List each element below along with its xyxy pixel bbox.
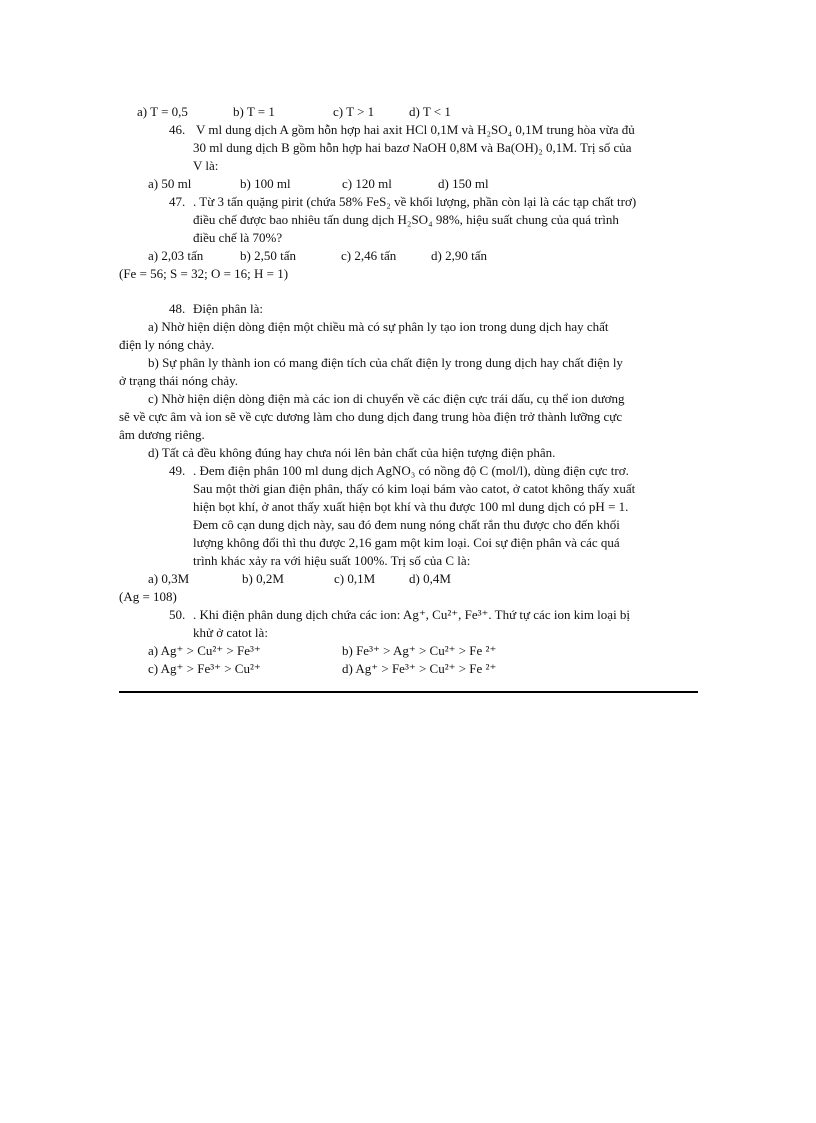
q46-option-a: a) 50 ml (148, 176, 192, 191)
q48-number: 48. (169, 301, 186, 316)
q50-line-1: . Khi điện phân dung dịch chứa các ion: Ag⁺, Cu²⁺, Fe³⁺. Thứ tự các ion kim loại bị (193, 607, 631, 622)
q45-option-b: b) T = 1 (233, 104, 275, 119)
q46-line-1: V ml dung dịch A gồm hỗn hợp hai axit HCl 0,1M và H₂SO₄ 0,1M trung hòa vừa đủ (196, 122, 635, 137)
q47-line-3: điều chế là 70%? (193, 230, 283, 245)
q50-option-d: d) Ag⁺ > Fe³⁺ > Cu²⁺ > Fe ²⁺ (342, 661, 497, 676)
q48-option-b-line-1: b) Sự phân ly thành ion có mang điện tích của chất điện ly trong dung dịch hay chất điện ly (148, 355, 623, 370)
q48-option-b-line-2: ở trạng thái nóng chảy. (119, 373, 239, 388)
q46-line-2: 30 ml dung dịch B gồm hỗn hợp hai bazơ NaOH 0,8M và Ba(OH)₂ 0,1M. Trị số của (193, 140, 632, 155)
q49-line-3: hiện bọt khí, ở anot thấy xuất hiện bọt khí và thu được 100 ml dung dịch có pH = 1. (193, 499, 629, 514)
q49-option-d: d) 0,4M (409, 571, 451, 586)
q49-option-c: c) 0,1M (334, 571, 376, 586)
q45-option-d: d) T < 1 (409, 104, 451, 119)
q47-number: 47. (169, 194, 186, 209)
q50-option-c: c) Ag⁺ > Fe³⁺ > Cu²⁺ (148, 661, 261, 676)
q49-line-2: Sau một thời gian điện phân, thấy có kim loại bám vào catot, ở catot không thấy xuất (193, 481, 636, 496)
q47-option-d: d) 2,90 tấn (431, 248, 487, 263)
q48-stem: Điện phân là: (193, 301, 264, 316)
q49-line-6: trình khác xảy ra với hiệu suất 100%. Trị số của C là: (193, 553, 471, 568)
q46-option-d: d) 150 ml (438, 176, 489, 191)
q49-option-a: a) 0,3M (148, 571, 190, 586)
section-divider (119, 691, 698, 693)
q50-option-b: b) Fe³⁺ > Ag⁺ > Cu²⁺ > Fe ²⁺ (342, 643, 497, 658)
q50-option-a: a) Ag⁺ > Cu²⁺ > Fe³⁺ (148, 643, 261, 658)
q45-option-a: a) T = 0,5 (137, 104, 188, 119)
q47-option-b: b) 2,50 tấn (240, 248, 296, 263)
q46-number: 46. (169, 122, 186, 137)
q49-line-5: lượng không đổi thì thu được 2,16 gam một kim loại. Coi sự điện phân và các quá (193, 535, 620, 550)
q50-line-2: khử ở catot là: (193, 625, 268, 640)
q45-option-c: c) T > 1 (333, 104, 375, 119)
q47-option-a: a) 2,03 tấn (148, 248, 204, 263)
q49-number: 49. (169, 463, 186, 478)
q47-option-c: c) 2,46 tấn (341, 248, 397, 263)
q46-option-b: b) 100 ml (240, 176, 291, 191)
q48-option-c-line-2: sẽ về cực âm và ion sẽ về cực dương làm cho dung dịch đang trung hòa điện trở thành lưỡng cực (119, 409, 623, 424)
q48-option-a-line-2: điện ly nóng chảy. (119, 337, 215, 352)
q49-line-4: Đem cô cạn dung dịch này, sau đó đem nung nóng chất rắn thu được cho đến khối (193, 517, 620, 532)
q47-line-1: . Từ 3 tấn quặng pirit (chứa 58% FeS₂ về khối lượng, phần còn lại là các tạp chất trơ) (193, 194, 637, 209)
q48-option-a-line-1: a) Nhờ hiện diện dòng điện một chiều mà có sự phân ly tạo ion trong dung dịch hay chất (148, 319, 609, 334)
q46-line-3: V là: (193, 158, 219, 173)
q49-line-1: . Đem điện phân 100 ml dung dịch AgNO₃ có nồng độ C (mol/l), dùng điện cực trơ. (193, 463, 629, 478)
q49-option-b: b) 0,2M (242, 571, 284, 586)
q48-option-c-line-1: c) Nhờ hiện diện dòng điện mà các ion di chuyển về các điện cực trái dấu, cụ thể ion dương (148, 391, 625, 406)
q48-option-c-line-3: âm dương riêng. (119, 427, 205, 442)
q46-option-c: c) 120 ml (342, 176, 392, 191)
q50-number: 50. (169, 607, 186, 622)
q47-atomic-masses: (Fe = 56; S = 32; O = 16; H = 1) (119, 266, 289, 281)
q48-option-d: d) Tất cả đều không đúng hay chưa nói lên bản chất của hiện tượng điện phân. (148, 445, 556, 460)
q47-line-2: điều chế được bao nhiêu tấn dung dịch H₂SO₄ 98%, hiệu suất chung của quá trình (193, 212, 619, 227)
q49-atomic-mass: (Ag = 108) (119, 589, 177, 604)
